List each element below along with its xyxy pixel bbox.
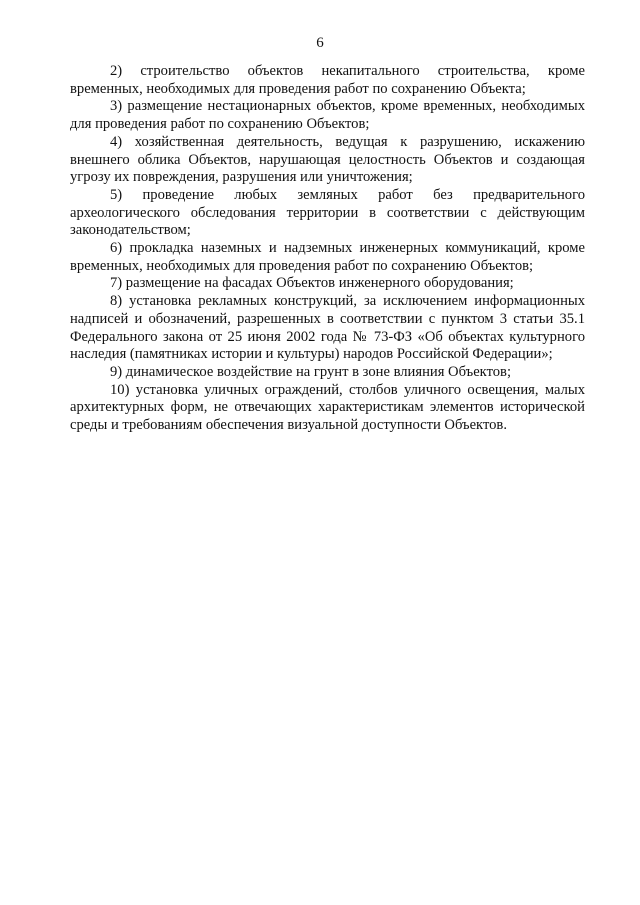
page-number: 6 [316, 35, 324, 51]
list-item: 6) прокладка наземных и надземных инженерных коммуникаций, кроме временных, необходимых для проведения работ по сохранению Объектов; [70, 240, 585, 274]
list-item: 2) строительство объектов некапитального строительства, кроме временных, необходимых для проведения работ по сохранению Объекта; [70, 63, 585, 97]
list-item: 10) установка уличных ограждений, столбов уличного освещения, малых архитектурных форм, не отвечающих характеристикам элементов исторической среды и требованиям обеспечения визуальной доступности Объектов. [70, 381, 585, 434]
list-item: 5) проведение любых земляных работ без предварительного археологического обследования территории в соответствии с действующим законодательством; [70, 186, 585, 239]
list-item: 8) установка рекламных конструкций, за исключением информационных надписей и обозначений, разрешенных в соответствии с пунктом 3 статьи 35.1 Федерального закона от 25 июня 2002 года № 73-ФЗ «Об объектах культурного наследия (памятниках истории и культуры) народов Российской Федерации»; [70, 293, 585, 363]
list-item: 4) хозяйственная деятельность, ведущая к разрушению, искажению внешнего облика Объектов, нарушающая целостность Объектов и создающая угрозу их повреждения, разрушения или уничтожения; [70, 133, 585, 186]
restrictions-list [70, 63, 585, 435]
list-item: 3) размещение нестационарных объектов, кроме временных, необходимых для проведения работ по сохранению Объектов; [70, 98, 585, 133]
list-item: 9) динамическое воздействие на грунт в зоне влияния Объектов; [110, 363, 512, 380]
list-item: 7) размещение на фасадах Объектов инженерного оборудования; [110, 275, 514, 292]
